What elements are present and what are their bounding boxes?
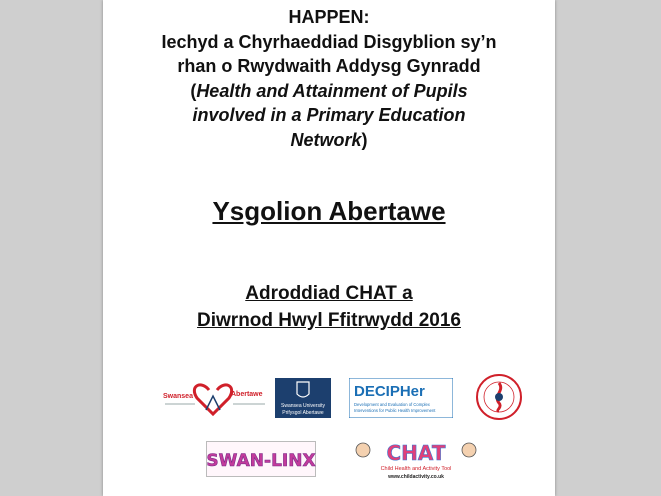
title-line-4 [103, 79, 555, 104]
title-line-3: rhan o Rwydwaith Addysg Gynradd [177, 56, 481, 76]
report-line-2: Diwrnod Hwyl Ffitrwydd 2016 [197, 310, 461, 331]
swansea-university-logo [275, 378, 331, 418]
document-page [103, 0, 555, 496]
swan-linx-text: SWAN-LINX [206, 451, 316, 471]
title-close-paren: ) [361, 129, 368, 150]
title-line-6 [103, 128, 555, 153]
title-english-line-1: Health and Attainment of Pupils [196, 80, 468, 101]
title-line-1: HAPPEN: [288, 7, 370, 27]
decipher-line-1: Development and Evaluation of Complex [354, 402, 430, 407]
abertawe-text: Abertawe [231, 391, 263, 398]
chat-tagline: Child Health and Activity Tool [380, 466, 452, 472]
chat-name: CHAT [386, 441, 446, 465]
chat-url: www.childactivity.co.uk [388, 474, 444, 480]
decipher-logo [349, 378, 453, 418]
decipher-line-2: Interventions for Public Health Improvement [354, 408, 436, 413]
document-title [103, 5, 555, 152]
university-name-en: Swansea University [281, 403, 325, 409]
city-and-county-seal [475, 373, 523, 421]
child-icon [356, 443, 370, 457]
chat-logo [351, 436, 481, 484]
title-english-line-3: Network [290, 129, 362, 150]
child-icon [462, 443, 476, 457]
heart-icon [194, 385, 231, 414]
report-line-1: Adroddiad CHAT a [245, 283, 413, 304]
school-heading: Ysgolion Abertawe [212, 196, 446, 226]
swan-linx-logo [206, 441, 316, 477]
swansea-healthy-city-logo [161, 380, 273, 420]
decipher-name: DECIPHer [354, 383, 425, 400]
title-english-line-2: involved in a Primary Education [192, 105, 466, 125]
title-open-paren: ( [190, 80, 197, 101]
university-name-cy: Prifysgol Abertawe [282, 410, 324, 416]
report-heading [103, 280, 555, 334]
swansea-text: Swansea [163, 393, 193, 400]
title-line-2: Iechyd a Chyrhaeddiad Disgyblion sy’n [161, 31, 497, 52]
